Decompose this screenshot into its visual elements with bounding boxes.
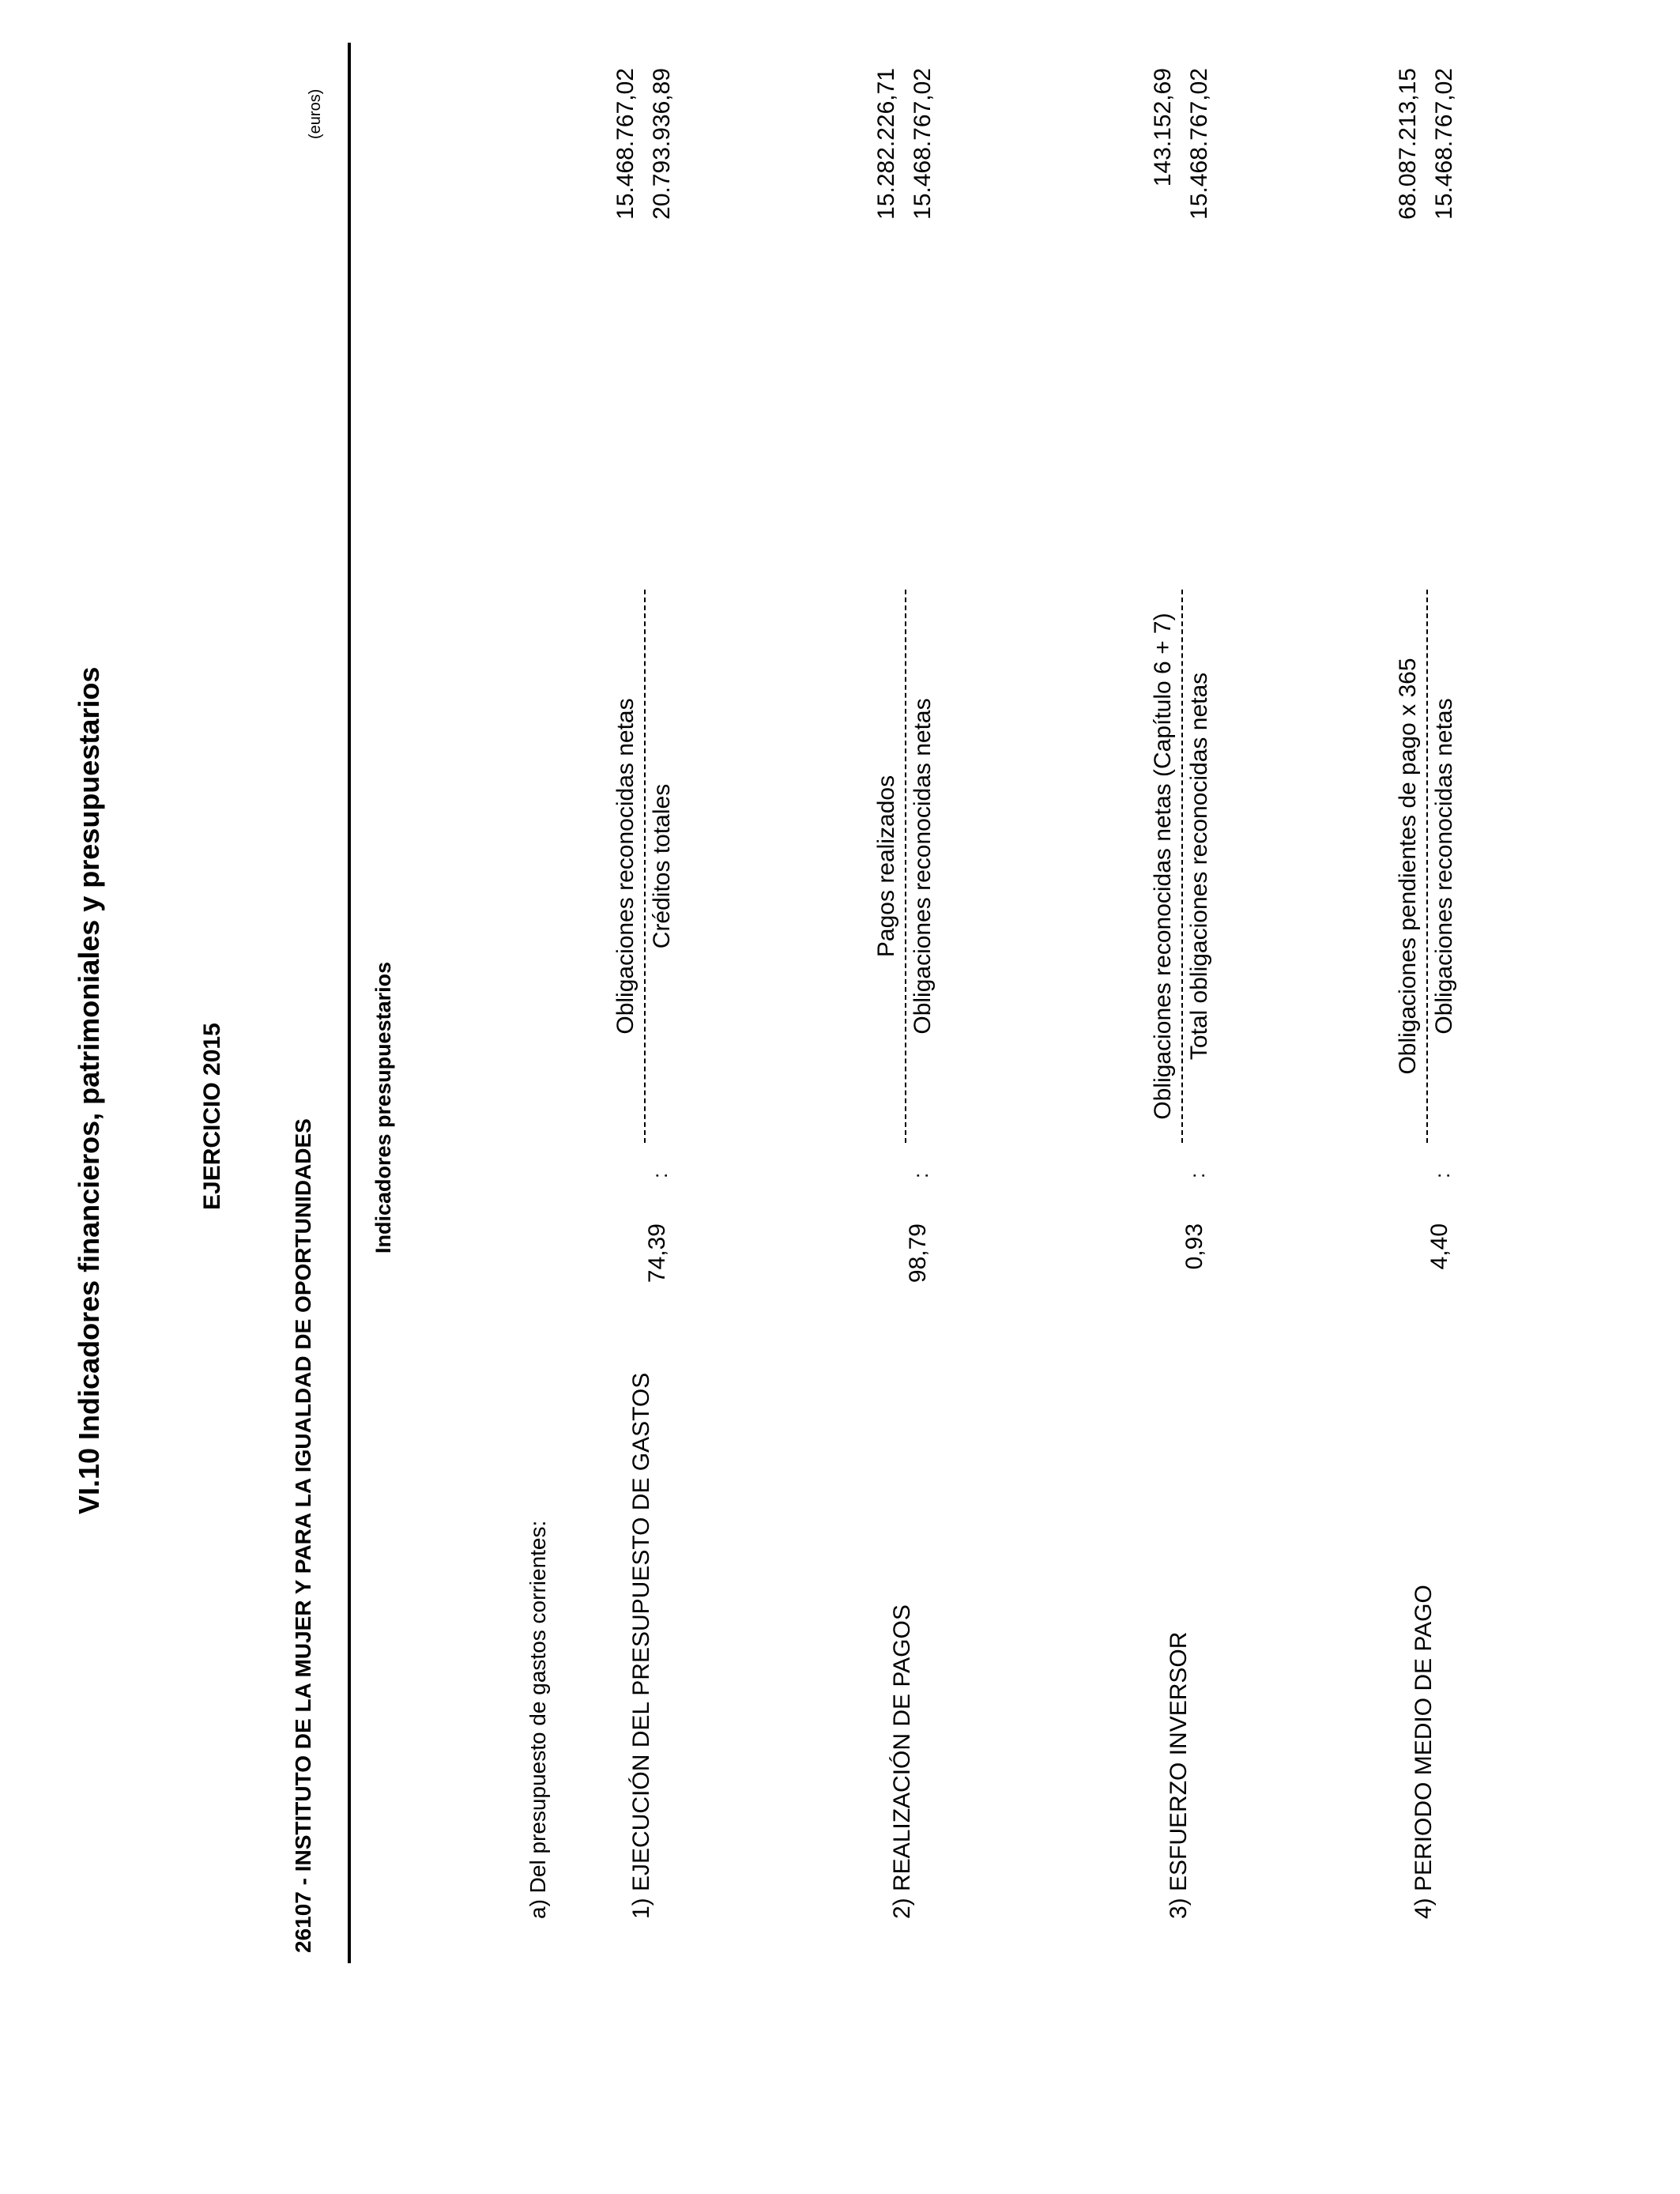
report-title: VI.10 Indicadores financieros, patrimoniales y presupuestarios xyxy=(73,666,105,1514)
fraction-numerator: Obligaciones pendientes de pago x 365 xyxy=(1395,658,1421,1075)
units-label: (euros) xyxy=(307,89,324,139)
section-heading: Indicadores presupuestarios xyxy=(371,961,395,1253)
fraction-divider xyxy=(644,590,646,1143)
numerator-amount: 143.152,69 xyxy=(1150,68,1176,187)
denominator-amount: 20.793.936,89 xyxy=(649,68,675,220)
indicator-colon: : xyxy=(1430,1172,1454,1178)
indicator-colon: : xyxy=(1185,1172,1209,1178)
fraction-divider xyxy=(1181,590,1183,1143)
numerator-amount: 15.282.226,71 xyxy=(873,68,899,220)
indicator-value: 4,40 xyxy=(1426,1223,1452,1270)
fraction-numerator: Obligaciones reconocidas netas xyxy=(612,698,638,1035)
indicator-value: 74,39 xyxy=(644,1223,670,1284)
fraction-denominator: Obligaciones reconocidas netas xyxy=(910,698,936,1035)
fraction-denominator: Total obligaciones reconocidas netas xyxy=(1186,672,1212,1061)
fraction-numerator: Pagos realizados xyxy=(873,775,899,958)
numerator-amount: 68.087.213,15 xyxy=(1395,68,1421,220)
indicator-colon: : xyxy=(909,1172,932,1178)
indicator-value: 0,93 xyxy=(1181,1223,1207,1270)
denominator-amount: 15.468.767,02 xyxy=(910,68,936,220)
header-rule xyxy=(348,43,351,1963)
exercise-title: EJERCICIO 2015 xyxy=(199,1023,225,1210)
fraction-denominator: Créditos totales xyxy=(649,783,675,949)
fraction-divider xyxy=(905,590,906,1143)
indicator-label: 1) EJECUCIÓN DEL PRESUPUESTO DE GASTOS xyxy=(628,1372,654,1919)
denominator-amount: 15.468.767,02 xyxy=(1186,68,1212,220)
indicator-label: 2) REALIZACIÓN DE PAGOS xyxy=(889,1604,915,1919)
fraction-denominator: Obligaciones reconocidas netas xyxy=(1431,698,1457,1035)
indicator-value: 98,79 xyxy=(905,1223,931,1284)
subsection-heading: a) Del presupuesto de gastos corrientes: xyxy=(525,1520,550,1919)
entity-name: 26107 - INSTITUTO DE LA MUJER Y PARA LA IGUALDAD DE OPORTUNIDADES xyxy=(291,1118,315,1953)
indicator-colon: : xyxy=(648,1172,672,1178)
numerator-amount: 15.468.767,02 xyxy=(612,68,638,220)
indicator-label: 4) PERIODO MEDIO DE PAGO xyxy=(1411,1585,1437,1919)
denominator-amount: 15.468.767,02 xyxy=(1431,68,1457,220)
indicator-label: 3) ESFUERZO INVERSOR xyxy=(1166,1631,1192,1919)
fraction-numerator: Obligaciones reconocidas netas (Capítulo 6 + 7) xyxy=(1150,613,1176,1120)
fraction-divider xyxy=(1426,590,1428,1143)
